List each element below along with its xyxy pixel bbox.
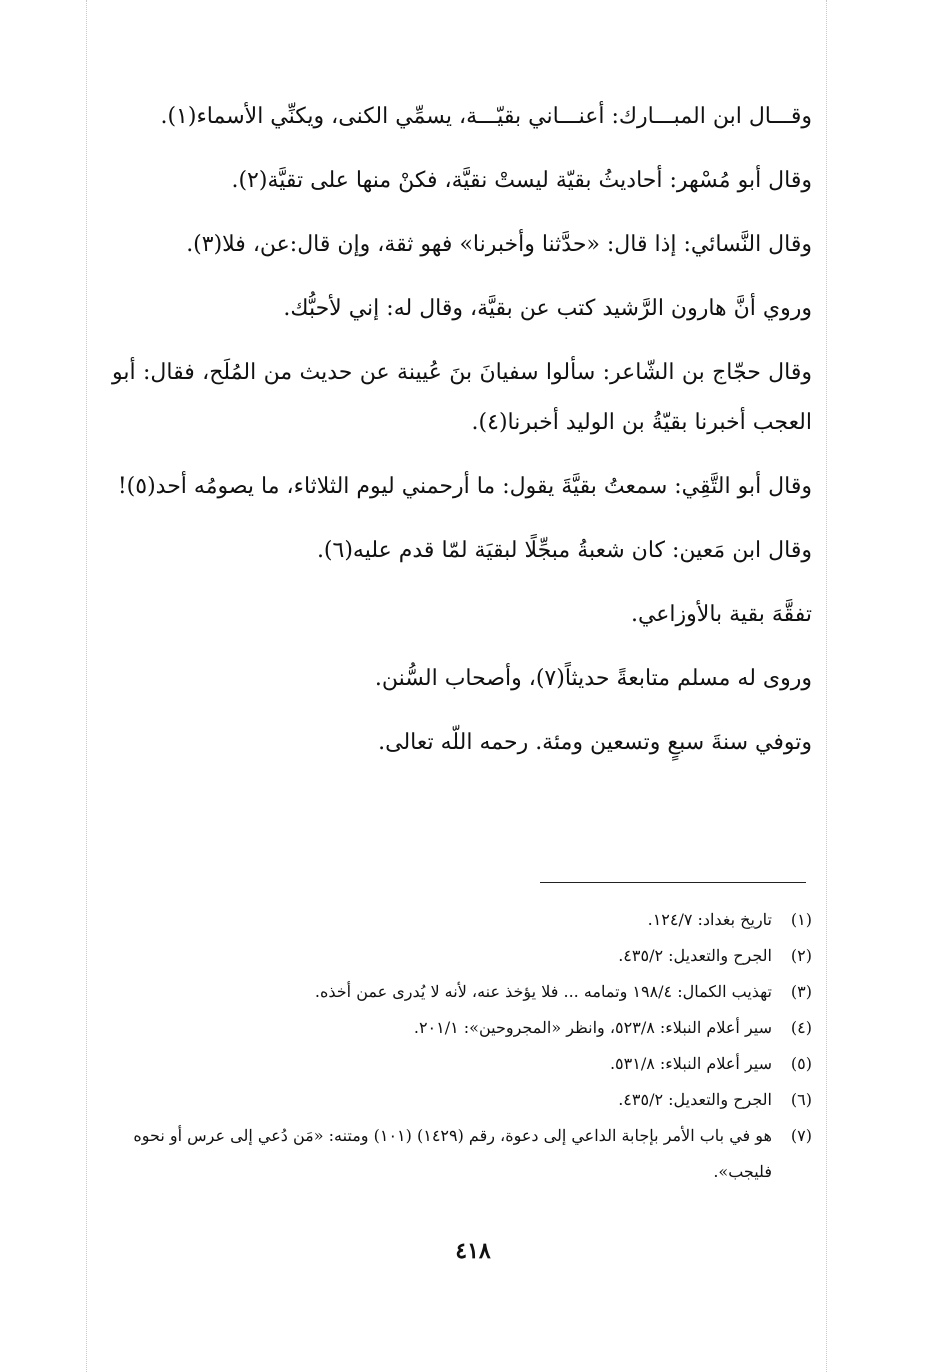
footnote-number: (٢) xyxy=(790,946,812,965)
page-number: ٤١٨ xyxy=(455,1238,491,1264)
footnote xyxy=(112,1118,812,1190)
paragraph-ibn-main: وقال ابن مَعين: كان شعبةُ مبجِّلًا لبقيَة لمّا قدم عليه(٦). xyxy=(316,538,812,563)
footnote xyxy=(112,902,812,938)
footnote xyxy=(112,1010,812,1046)
footnote-number: (٦) xyxy=(790,1090,812,1109)
footnote-number: (٤) xyxy=(790,1018,812,1037)
body-text xyxy=(112,92,812,782)
footnote-text: تاريخ بغداد: ١٢٤/٧. xyxy=(647,910,772,929)
footnote-text: هو في باب الأمر بإجابة الداعي إلى دعوة، رقم (١٤٢٩) (١٠١) ومتنه: «مَن دُعي إلى عرس أو نحوه فليجب». xyxy=(133,1126,772,1181)
footnotes xyxy=(112,902,812,1190)
paragraph-harun: وروي أنَّ هارون الرَّشيد كتب عن بقيَّة، وقال له: إني لأحبُّك. xyxy=(283,296,812,321)
paragraph-hajjaj: وقال حجّاج بن الشّاعر: سألوا سفيانَ بنَ عُيينة عن حديث من المُلَح، فقال: أبو العجب أخبرنا بقيّةُ بن الوليد أخبرنا(٤). xyxy=(112,360,812,435)
footnote xyxy=(112,1082,812,1118)
footnote xyxy=(112,938,812,974)
footnote-number: (١) xyxy=(790,910,812,929)
margin-guide-right xyxy=(826,0,827,1372)
footnote-text: تهذيب الكمال: ١٩٨/٤ وتمامه ... فلا يؤخذ عنه، لأنه لا يُدرى عمن أخذه. xyxy=(314,982,772,1001)
margin-guide-left xyxy=(86,0,87,1372)
footnote-separator xyxy=(540,882,806,883)
footnote-text: سير أعلام النبلاء: ٥٢٣/٨، وانظر «المجروحين»: ٢٠١/١. xyxy=(413,1018,772,1037)
paragraph-ibn-mubarak: وقـــال ابن المبـــارك: أعنـــاني بقيّـــة، يسمِّي الكنى، ويكنِّي الأسماء(١). xyxy=(160,104,812,129)
paragraph-death: وتوفي سنةَ سبعٍ وتسعين ومئة. رحمه اللّه تعالى. xyxy=(378,730,812,755)
footnote-number: (٣) xyxy=(790,982,812,1001)
paragraph-nasai: وقال النَّسائي: إذا قال: «حدَّثنا وأخبرنا» فهو ثقة، وإن قال:عن، فلا(٣). xyxy=(186,232,812,257)
footnote xyxy=(112,974,812,1010)
paragraph-abu-mushir: وقال أبو مُسْهر: أحاديثُ بقيّة ليستْ نقيَّة، فكنْ منها على تقيَّة(٢). xyxy=(231,168,812,193)
footnote-text: الجرح والتعديل: ٤٣٥/٢. xyxy=(618,946,772,965)
paragraph-tafaqqah: تفقَّهَ بقية بالأوزاعي. xyxy=(630,602,812,627)
paragraph-muslim: وروى له مسلم متابعةً حديثاً(٧)، وأصحاب السُّنن. xyxy=(374,666,812,691)
footnote-text: الجرح والتعديل: ٤٣٥/٢. xyxy=(618,1090,772,1109)
footnote-text: سير أعلام النبلاء: ٥٣١/٨. xyxy=(609,1054,772,1073)
footnote xyxy=(112,1046,812,1082)
footnote-number: (٧) xyxy=(790,1126,812,1145)
paragraph-abu-taqi: وقال أبو التَّقِي: سمعتُ بقيَّةَ يقول: ما أرحمني ليوم الثلاثاء، ما يصومُه أحد(٥)! xyxy=(117,474,812,499)
footnote-number: (٥) xyxy=(790,1054,812,1073)
